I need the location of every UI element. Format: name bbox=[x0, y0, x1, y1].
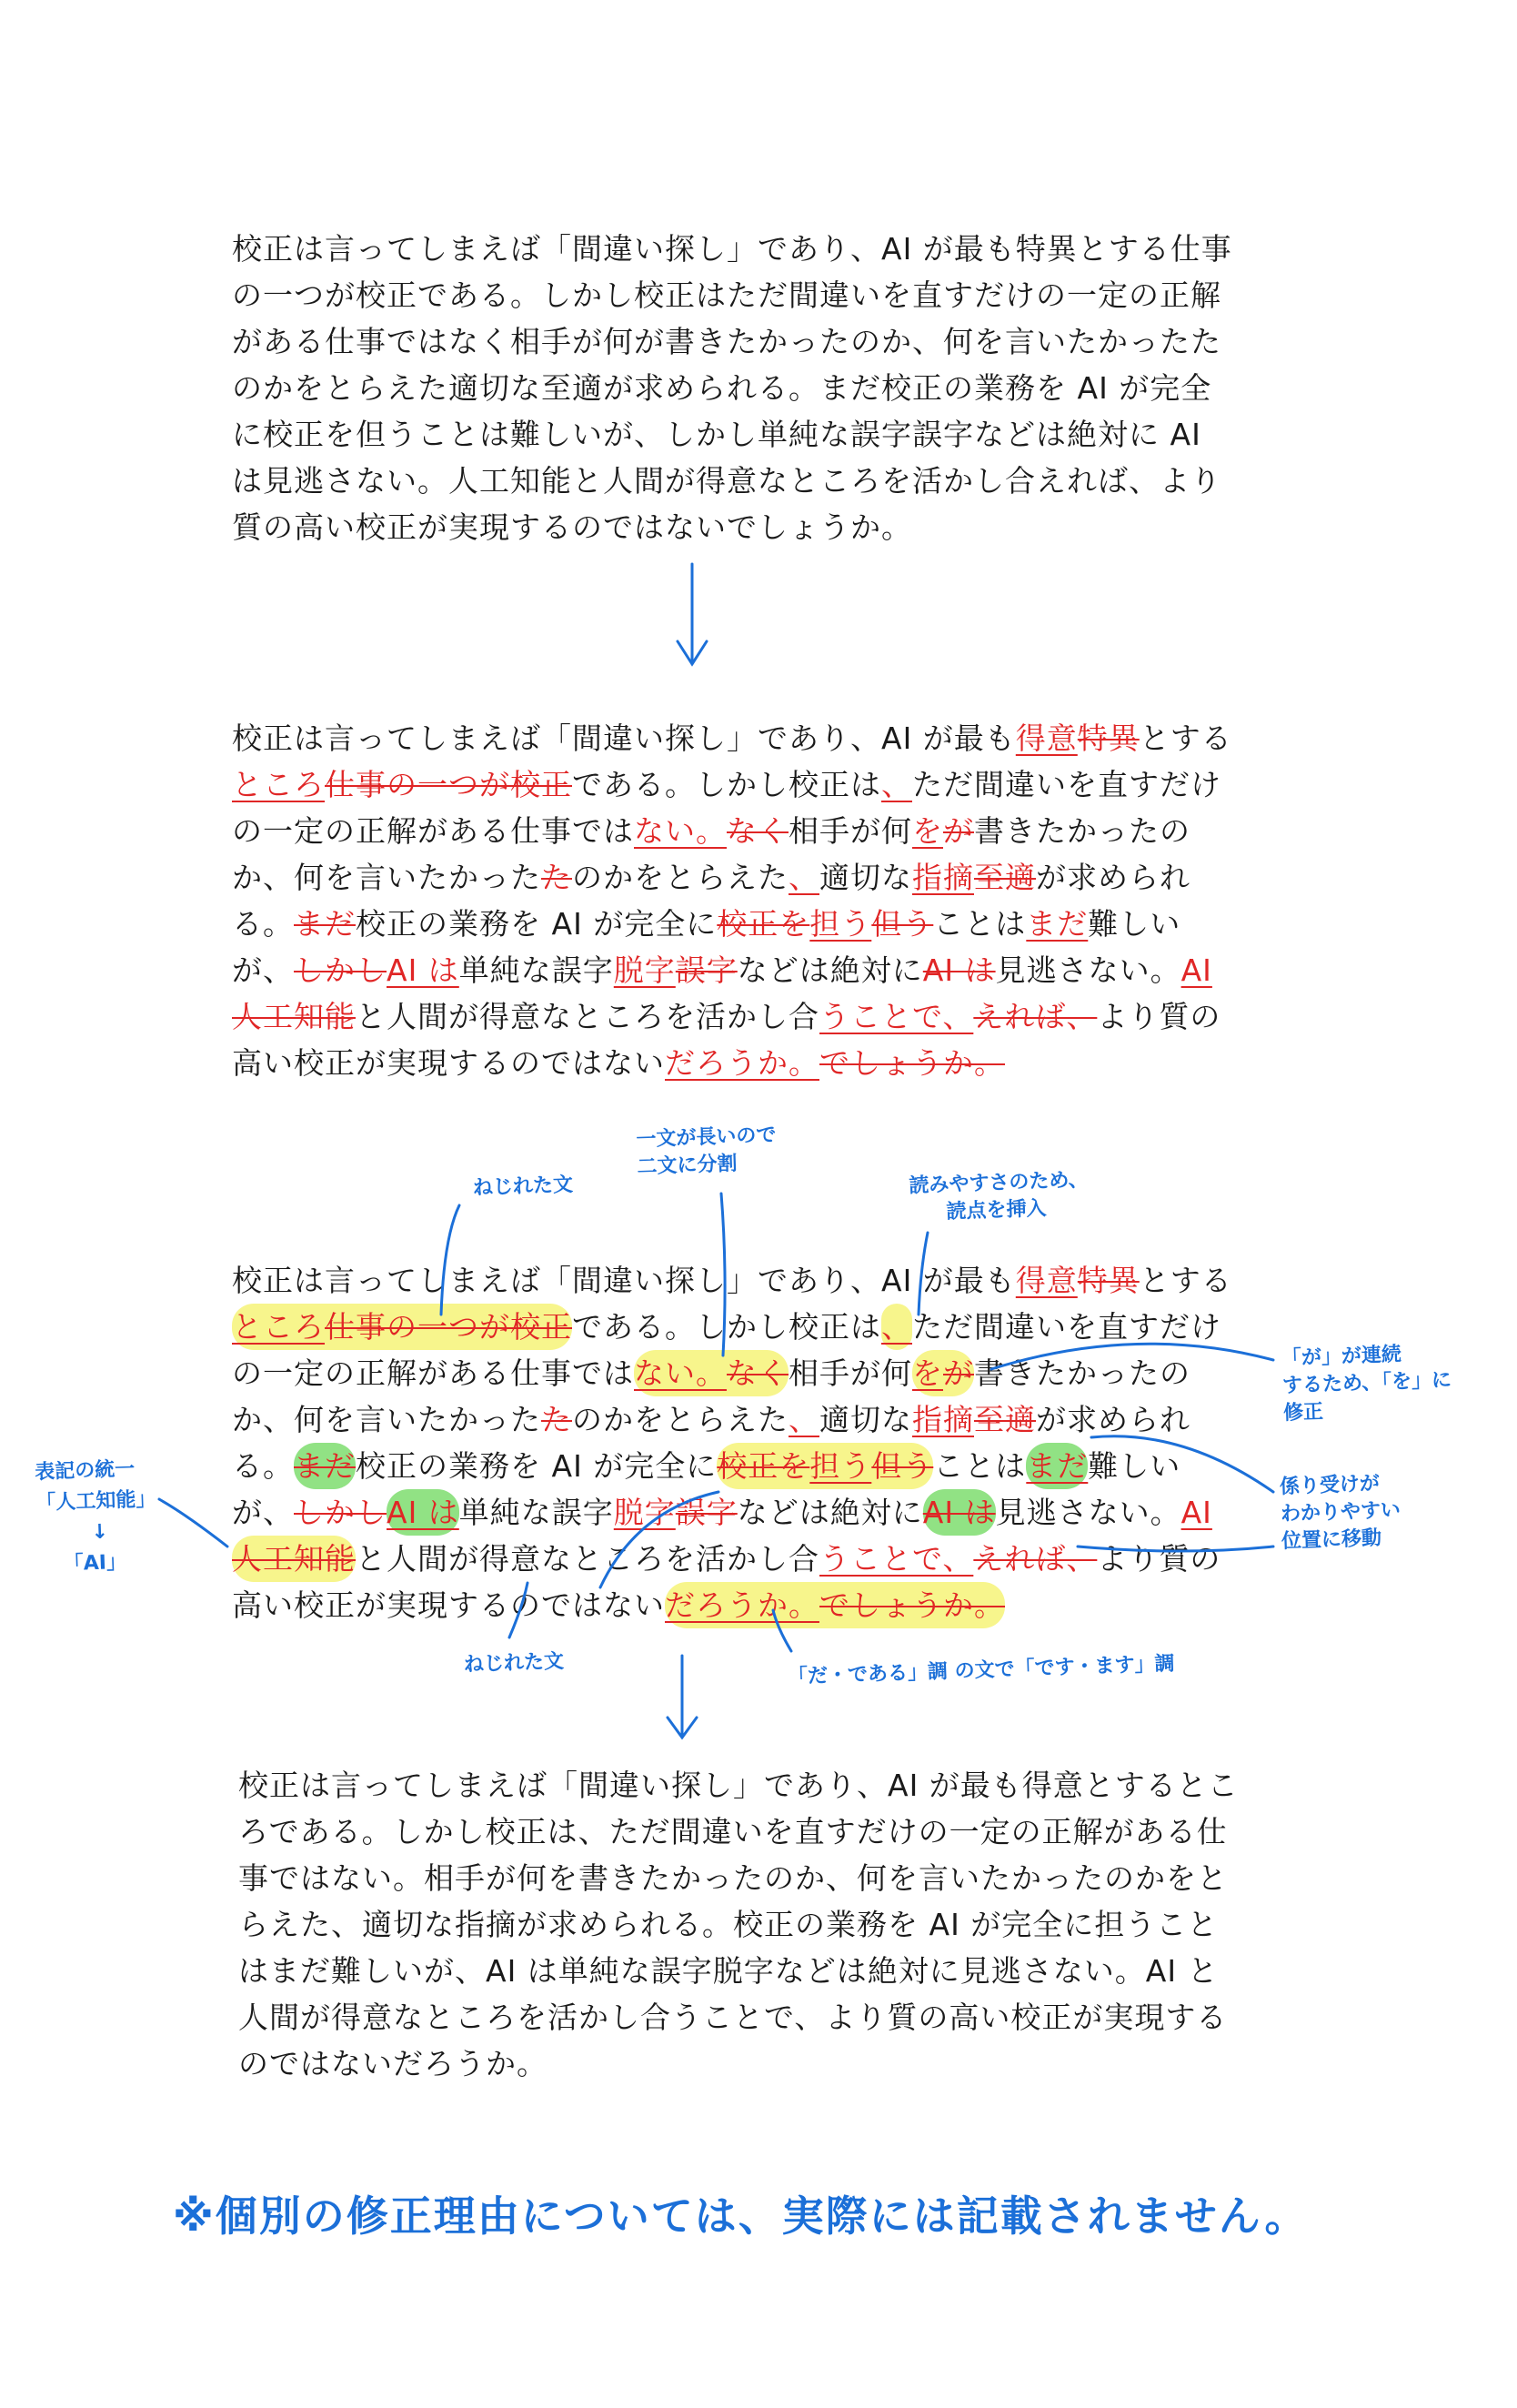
original-text bbox=[232, 226, 1278, 550]
insertion: 、 bbox=[789, 1402, 819, 1437]
original-line: がある仕事ではなく相手が何が書きたかったのか、何を言いたかったた bbox=[232, 324, 1221, 359]
insertion: 指摘 bbox=[912, 1402, 974, 1437]
insertion: AI は bbox=[387, 1495, 459, 1530]
annotated-line-3: の一定の正解がある仕事ではない。なく相手が何をが書きたかったの bbox=[232, 1350, 1278, 1396]
highlight-green bbox=[294, 1443, 356, 1489]
insertion: 脱字 bbox=[613, 1495, 676, 1530]
annotated-line-8: 高い校正が実現するのではないだろうか。でしょうか。 bbox=[232, 1582, 1278, 1628]
deletion: 特異 bbox=[1077, 1263, 1140, 1298]
deletion: 至適 bbox=[974, 1402, 1036, 1437]
original-line: は見逃さない。人工知能と人間が得意なところを活かし合えれば、より bbox=[232, 463, 1221, 499]
insertion: だろうか。 bbox=[665, 1045, 819, 1081]
original-line: 質の高い校正が実現するのではないでしょうか。 bbox=[232, 509, 912, 545]
original-line: のかをとらえた適切な至適が求められる。まだ校正の業務を AI が完全 bbox=[232, 370, 1212, 406]
deletion: えれば、 bbox=[973, 1541, 1098, 1577]
deletion: 仕事の一つが校正 bbox=[325, 767, 572, 802]
deletion: でしょうか。 bbox=[819, 1045, 1005, 1081]
highlight-green bbox=[1026, 1443, 1088, 1489]
deletion: 人工知能 bbox=[232, 1541, 356, 1577]
final-line: 事ではない。相手が何を書きたかったのか、何を言いたかったのかをと bbox=[238, 1860, 1228, 1896]
markup-line-4: か、何を言いたかったたのかをとらえた、適切な指摘至適が求められ bbox=[232, 860, 1190, 895]
annotated-line-1: 校正は言ってしまえば「間違い探し」であり、AI が最も得意特異とする bbox=[232, 1263, 1232, 1298]
deletion: が bbox=[943, 813, 974, 849]
highlight-yellow bbox=[717, 1443, 933, 1489]
original-line: の一つが校正である。しかし校正はただ間違いを直すだけの一定の正解 bbox=[232, 277, 1221, 313]
original-line: に校正を但うことは難しいが、しかし単純な誤字誤字などは絶対に AI bbox=[232, 417, 1201, 452]
insertion: ところ bbox=[232, 1309, 325, 1345]
deletion: AI は bbox=[922, 952, 996, 988]
insertion: 指摘 bbox=[912, 860, 974, 895]
markup-line-1: 校正は言ってしまえば「間違い探し」であり、AI が最も得意特異とする bbox=[232, 720, 1232, 756]
deletion: 特異 bbox=[1077, 720, 1140, 756]
insertion: 得意 bbox=[1015, 1263, 1078, 1298]
insertion: 脱字 bbox=[613, 952, 676, 988]
final-line: はまだ難しいが、AI は単純な誤字脱字などは絶対に見逃さない。AI と bbox=[238, 1953, 1219, 1989]
final-line: 人間が得意なところを活かし合うことで、より質の高い校正が実現する bbox=[238, 2000, 1228, 2035]
deletion: 人工知能 bbox=[232, 999, 356, 1034]
final-line: のではないだろうか。 bbox=[238, 2046, 548, 2081]
final-line: ろである。しかし校正は、ただ間違いを直すだけの一定の正解がある仕 bbox=[238, 1814, 1228, 1849]
final-line: 校正は言ってしまえば「間違い探し」であり、AI が最も得意とするとこ bbox=[238, 1768, 1239, 1803]
highlight-green bbox=[923, 1489, 996, 1536]
insertion: だろうか。 bbox=[665, 1587, 819, 1623]
markup-line-6: が、しかしAI は単純な誤字脱字誤字などは絶対にAI は見逃さない。AI bbox=[232, 952, 1212, 988]
down-arrow-icon bbox=[668, 1656, 697, 1738]
insertion: 、 bbox=[881, 1309, 912, 1345]
annotation-long-sentence: 一文が長いので 二文に分割 bbox=[636, 1123, 777, 1179]
insertion: を bbox=[912, 1355, 943, 1391]
annotated-line-2: ところ仕事の一つが校正である。しかし校正は、ただ間違いを直すだけ bbox=[232, 1304, 1278, 1350]
annotated-line-5: る。まだ校正の業務を AI が完全に校正を担う但うことはまだ難しい bbox=[232, 1443, 1278, 1489]
highlight-yellow bbox=[881, 1304, 912, 1350]
insertion: まだ bbox=[1026, 1448, 1089, 1484]
insertion: ない。 bbox=[634, 1355, 727, 1391]
markup-line-7: 人工知能と人間が得意なところを活かし合うことで、えれば、より質の bbox=[232, 999, 1221, 1034]
deletion: 誤字 bbox=[675, 1495, 738, 1530]
insertion: 、 bbox=[881, 767, 912, 802]
insertion: 担う bbox=[809, 1448, 872, 1484]
deletion: 仕事の一つが校正 bbox=[325, 1309, 572, 1345]
highlight-green bbox=[387, 1489, 459, 1536]
deletion: た bbox=[541, 1402, 572, 1437]
deletion: しかし bbox=[294, 952, 387, 988]
down-arrow-icon bbox=[678, 564, 707, 664]
highlight-yellow bbox=[665, 1582, 1005, 1628]
insertion: まだ bbox=[1026, 906, 1089, 942]
deletion: 至適 bbox=[974, 860, 1036, 895]
insertion: AI bbox=[1180, 1495, 1212, 1530]
highlight-yellow bbox=[912, 1350, 974, 1396]
insertion: ところ bbox=[232, 767, 325, 802]
deletion: 校正を bbox=[717, 906, 810, 942]
deletion: 誤字 bbox=[675, 952, 738, 988]
highlight-yellow bbox=[232, 1536, 356, 1582]
annotated-line-4: か、何を言いたかったたのかをとらえた、適切な指摘至適が求められ bbox=[232, 1402, 1190, 1437]
annotation-readability: 読みやすさのため、 読点を挿入 bbox=[909, 1168, 1089, 1224]
deletion: まだ bbox=[294, 1448, 356, 1484]
markup-line-8: 高い校正が実現するのではないだろうか。でしょうか。 bbox=[232, 1045, 1005, 1081]
deletion: しかし bbox=[294, 1495, 387, 1530]
insertion: 得意 bbox=[1015, 720, 1078, 756]
annotation-twisted-sentence-top: ねじれた文 bbox=[472, 1174, 574, 1200]
annotation-style: 「だ・である」調 の文で「です・ます」調 bbox=[787, 1652, 1175, 1689]
deletion: なく bbox=[727, 1355, 789, 1391]
deletion: 但う bbox=[871, 906, 934, 942]
highlight-yellow bbox=[634, 1350, 789, 1396]
markup-line-3: の一定の正解がある仕事ではない。なく相手が何をが書きたかったの bbox=[232, 813, 1190, 849]
insertion: AI bbox=[1180, 952, 1212, 988]
insertion: うことで、 bbox=[819, 999, 974, 1034]
leader-line bbox=[159, 1499, 227, 1547]
insertion: うことで、 bbox=[819, 1541, 974, 1577]
deletion: が bbox=[943, 1355, 974, 1391]
highlight-yellow bbox=[232, 1304, 572, 1350]
final-line: らえた、適切な指摘が求められる。校正の業務を AI が完全に担うこと bbox=[238, 1907, 1219, 1942]
annotation-modifier: 係り受けが わかりやすい 位置に移動 bbox=[1279, 1472, 1401, 1554]
deletion: なく bbox=[727, 813, 789, 849]
deletion: まだ bbox=[294, 906, 356, 942]
insertion: AI は bbox=[387, 952, 459, 988]
annotated-line-6: が、しかしAI は単純な誤字脱字誤字などは絶対にAI は見逃さない。AI bbox=[232, 1489, 1278, 1536]
insertion: 担う bbox=[809, 906, 872, 942]
deletion: た bbox=[541, 860, 572, 895]
insertion: ない。 bbox=[634, 813, 727, 849]
insertion: を bbox=[912, 813, 943, 849]
insertion: 、 bbox=[789, 860, 819, 895]
markup-line-2: ところ仕事の一つが校正である。しかし校正は、ただ間違いを直すだけ bbox=[232, 767, 1221, 802]
annotation-twisted-sentence-bottom: ねじれた文 bbox=[463, 1650, 565, 1677]
original-line: 校正は言ってしまえば「間違い探し」であり、AI が最も特異とする仕事 bbox=[232, 231, 1232, 267]
markup-line-5: る。まだ校正の業務を AI が完全に校正を担う但うことはまだ難しい bbox=[232, 906, 1181, 942]
deletion: えれば、 bbox=[973, 999, 1098, 1034]
corrected-markup bbox=[232, 715, 1278, 1086]
annotation-notation: 表記の統一 「人工知能」 ↓ 「AI」 bbox=[34, 1457, 156, 1577]
annotated-line-7: 人工知能と人間が得意なところを活かし合うことで、えれば、より質の bbox=[232, 1536, 1278, 1582]
deletion: AI は bbox=[922, 1495, 996, 1530]
footer-note: ※個別の修正理由については、実際には記載されません。 bbox=[173, 2191, 1309, 2241]
annotated-markup bbox=[232, 1257, 1278, 1628]
final-text bbox=[238, 1762, 1284, 2087]
annotation-ga-repeat: 「が」が連続 するため、「を」に 修正 bbox=[1281, 1343, 1452, 1426]
deletion: 但う bbox=[871, 1448, 934, 1484]
deletion: 校正を bbox=[717, 1448, 810, 1484]
deletion: でしょうか。 bbox=[819, 1587, 1005, 1623]
